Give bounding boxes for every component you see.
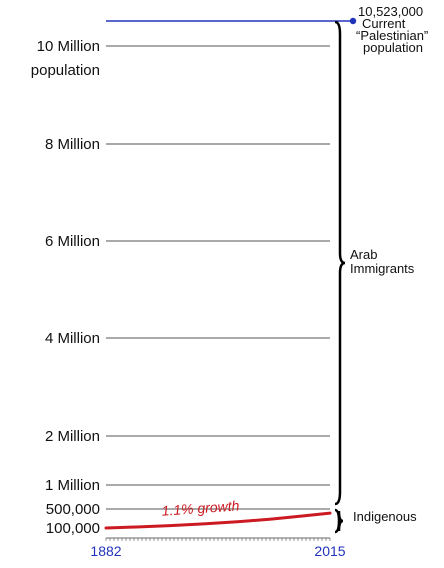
- grid-layer: [106, 46, 330, 541]
- current-population-dot: [350, 18, 356, 24]
- y-tick-label-7: 10 Million: [36, 38, 100, 55]
- arab-immigrants-line-2: Immigrants: [350, 261, 415, 276]
- x-tick-label-0: 1882: [90, 543, 122, 559]
- y-tick-labels: [37, 38, 100, 537]
- y-tick-label-2: 1 Million: [44, 477, 100, 494]
- y-tick-label-4: 4 Million: [44, 330, 100, 347]
- top-caption-line-2: “Palestinian”: [356, 28, 429, 43]
- y-tick-label-6: 8 Million: [44, 136, 100, 153]
- y-tick-label-3: 2 Million: [44, 428, 100, 445]
- series-label-0: 1.1% growth: [161, 497, 240, 519]
- top-value-label: 10,523,000: [358, 4, 424, 19]
- top-caption-line-3: population: [363, 40, 423, 55]
- x-tick-labels: [90, 543, 345, 559]
- arab-immigrants-brace: [335, 22, 345, 504]
- y-tick-label-0: 100,000: [45, 520, 100, 537]
- x-tick-label-1: 2015: [314, 543, 346, 559]
- indigenous-brace: [335, 510, 343, 532]
- indigenous-label: Indigenous: [353, 509, 417, 524]
- y-tick-label-1: 500,000: [45, 501, 100, 518]
- y-axis-extra-label: population: [30, 62, 100, 79]
- y-tick-label-5: 6 Million: [44, 233, 100, 250]
- series-line-0: [106, 513, 330, 528]
- series-layer: [106, 18, 356, 528]
- top-caption-line-1: Current: [362, 16, 406, 31]
- brace-layer: [335, 22, 345, 532]
- arab-immigrants-line-1: Arab: [350, 247, 378, 262]
